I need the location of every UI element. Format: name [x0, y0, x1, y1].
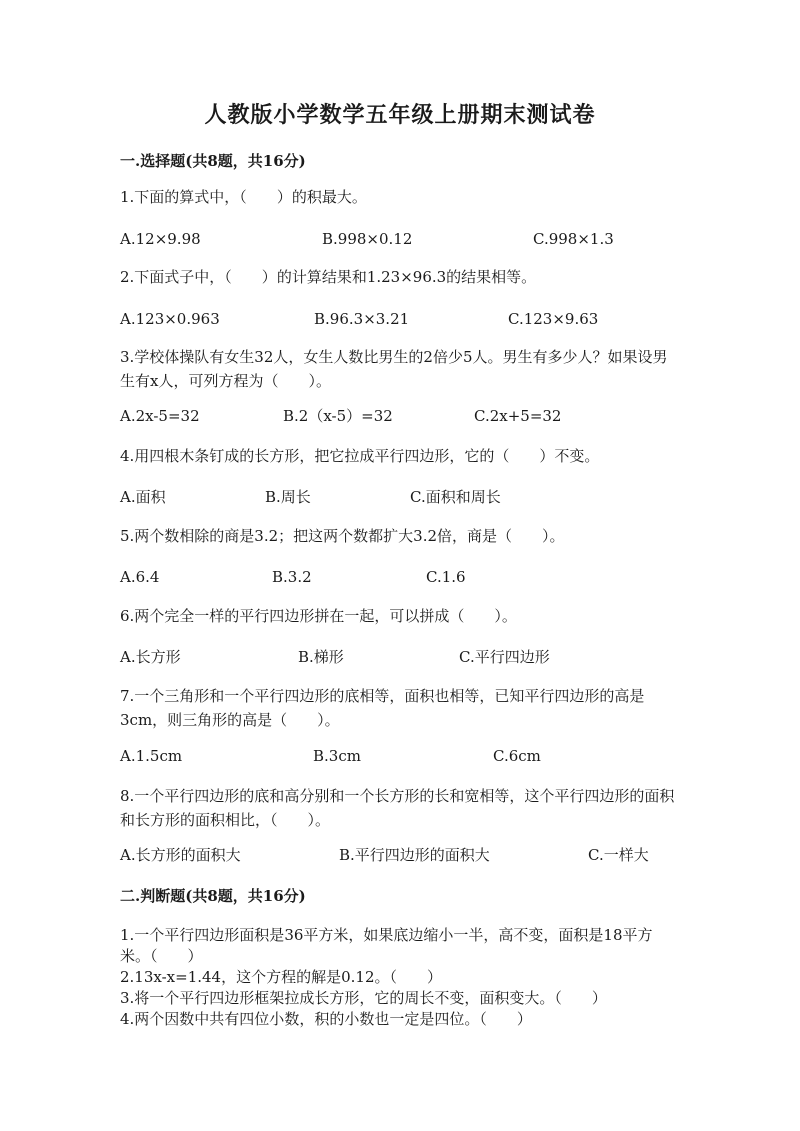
choice-question-1: 1.下面的算式中，（ ）的积最大。	[120, 188, 367, 206]
judge-question-2: 2.13x-x=1.44，这个方程的解是0.12。（ ）	[120, 968, 442, 986]
q6-option-a: A.长方形	[120, 648, 181, 666]
q1-option-b: B.998×0.12	[322, 230, 413, 248]
section-choice-heading: 一.选择题(共8题，共16分)	[120, 152, 306, 170]
choice-question-7: 7.一个三角形和一个平行四边形的底相等，面积也相等，已知平行四边形的高是3cm，则三角形的高是（ ）。	[120, 687, 645, 729]
judge-question-1: 1.一个平行四边形面积是36平方米，如果底边缩小一半，高不变，面积是18平方米。（ ）	[120, 926, 653, 965]
q3-option-c: C.2x+5=32	[474, 407, 562, 425]
q5-option-b: B.3.2	[272, 568, 312, 586]
q3-option-b: B.2（x-5）=32	[283, 407, 393, 425]
q3-option-a: A.2x-5=32	[120, 407, 200, 425]
q5-option-a: A.6.4	[120, 568, 160, 586]
section-judge-heading: 二.判断题(共8题，共16分)	[120, 887, 306, 905]
q4-option-b: B.周长	[265, 488, 311, 506]
judge-question-3: 3.将一个平行四边形框架拉成长方形，它的周长不变，面积变大。（ ）	[120, 989, 607, 1007]
q7-option-c: C.6cm	[493, 747, 541, 765]
q1-option-c: C.998×1.3	[533, 230, 614, 248]
choice-question-8: 8.一个平行四边形的底和高分别和一个长方形的长和宽相等，这个平行四边形的面积和长方形的面积相比，（ ）。	[120, 787, 675, 829]
choice-question-5: 5.两个数相除的商是3.2；把这两个数都扩大3.2倍，商是（ ）。	[120, 527, 565, 545]
q8-option-c: C.一样大	[588, 846, 649, 864]
choice-question-2: 2.下面式子中，（ ）的计算结果和1.23×96.3的结果相等。	[120, 268, 537, 286]
q8-option-b: B.平行四边形的面积大	[339, 846, 490, 864]
q4-option-c: C.面积和周长	[410, 488, 501, 506]
choice-question-4: 4.用四根木条钉成的长方形，把它拉成平行四边形，它的（ ）不变。	[120, 447, 600, 465]
q6-option-c: C.平行四边形	[459, 648, 550, 666]
q2-option-a: A.123×0.963	[120, 310, 220, 328]
q2-option-c: C.123×9.63	[508, 310, 599, 328]
q7-option-a: A.1.5cm	[120, 747, 183, 765]
q6-option-b: B.梯形	[298, 648, 344, 666]
choice-question-3: 3.学校体操队有女生32人，女生人数比男生的2倍少5人。男生有多少人？如果设男生有x人，可列方程为（ ）。	[120, 348, 668, 390]
q5-option-c: C.1.6	[426, 568, 466, 586]
q7-option-b: B.3cm	[313, 747, 361, 765]
choice-question-6: 6.两个完全一样的平行四边形拼在一起，可以拼成（ ）。	[120, 607, 517, 625]
page-title: 人教版小学数学五年级上册期末测试卷	[204, 102, 596, 128]
q4-option-a: A.面积	[120, 488, 166, 506]
q8-option-a: A.长方形的面积大	[120, 846, 241, 864]
q1-option-a: A.12×9.98	[120, 230, 201, 248]
judge-question-4: 4.两个因数中共有四位小数，积的小数也一定是四位。（ ）	[120, 1010, 532, 1028]
q2-option-b: B.96.3×3.21	[314, 310, 410, 328]
